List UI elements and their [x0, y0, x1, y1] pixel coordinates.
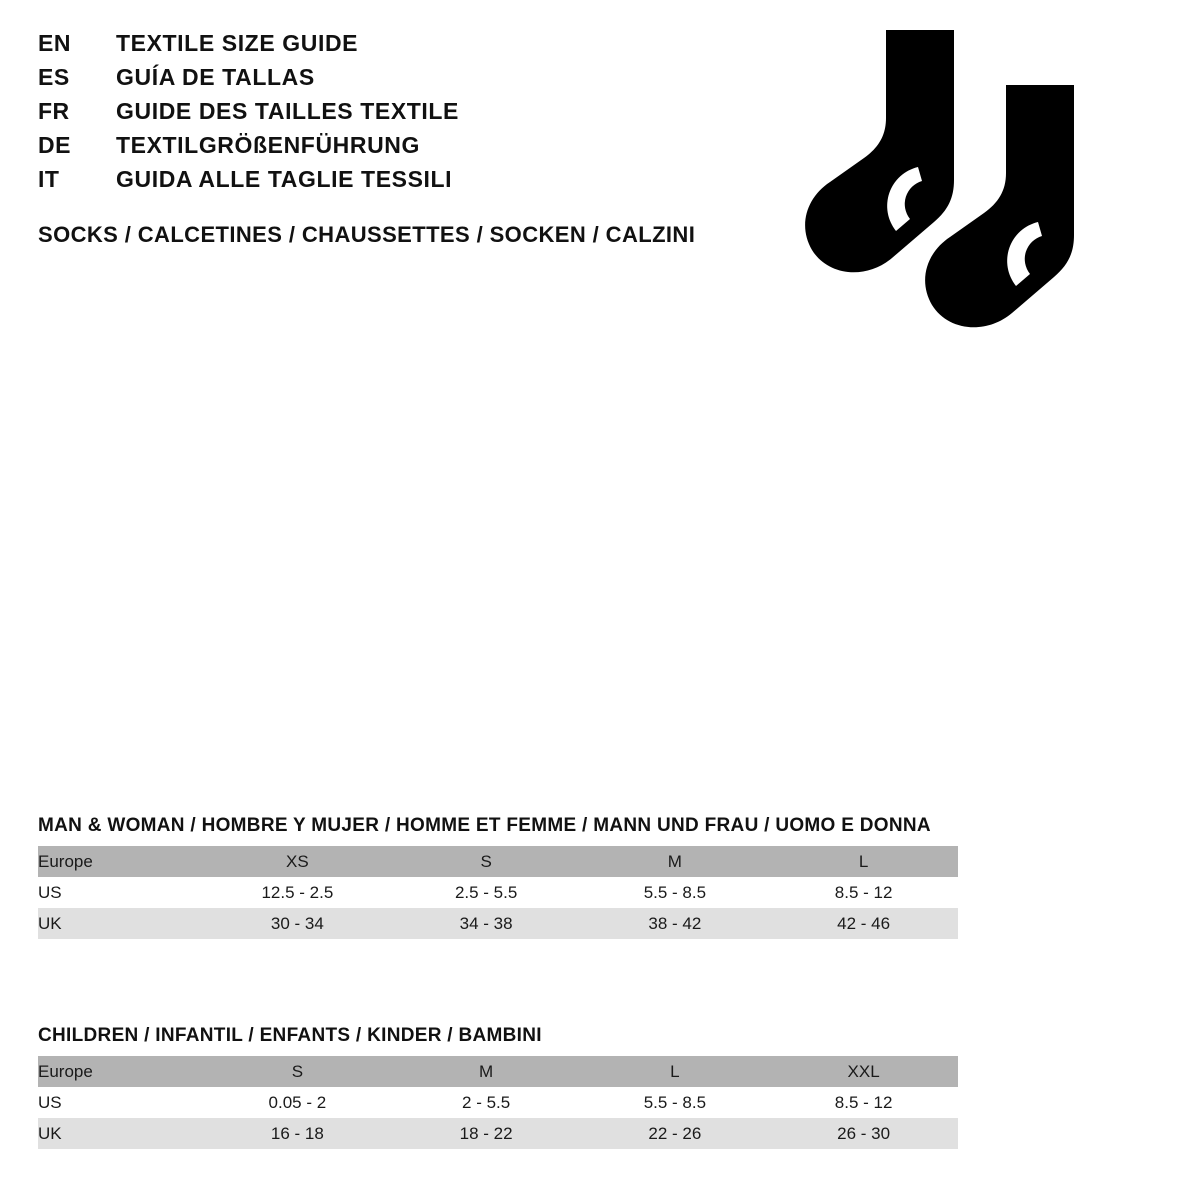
adults-uk-value-3: 38 - 42	[581, 908, 770, 939]
children-uk-value-2: 18 - 22	[392, 1118, 581, 1149]
language-row-it	[38, 166, 459, 200]
language-title-fr: GUIDE DES TAILLES TEXTILE	[116, 98, 459, 124]
table-row	[38, 908, 958, 939]
children-uk-label: UK	[38, 1118, 203, 1149]
adults-size-table	[38, 846, 958, 939]
adults-us-value-3: 5.5 - 8.5	[581, 877, 770, 908]
adults-section-title: MAN & WOMAN / HOMBRE Y MUJER / HOMME ET FEMME / MANN UND FRAU / UOMO E DONNA	[38, 815, 931, 836]
adults-header-size-3: M	[581, 846, 770, 877]
language-row-fr	[38, 98, 459, 132]
table-row	[38, 1056, 958, 1087]
language-code-de: DE	[38, 132, 71, 158]
children-uk-value-1: 16 - 18	[203, 1118, 392, 1149]
adults-us-value-1: 12.5 - 2.5	[203, 877, 392, 908]
adults-uk-value-2: 34 - 38	[392, 908, 581, 939]
adults-uk-label: UK	[38, 908, 203, 939]
language-title-de: TEXTILGRÖßENFÜHRUNG	[116, 132, 420, 158]
product-category-title: SOCKS / CALCETINES / CHAUSSETTES / SOCKEN / CALZINI	[38, 222, 696, 247]
table-row	[38, 1118, 958, 1149]
adults-header-size-4: L	[769, 846, 958, 877]
children-us-value-1: 0.05 - 2	[203, 1087, 392, 1118]
children-uk-value-4: 26 - 30	[769, 1118, 958, 1149]
children-size-section	[38, 1025, 958, 1149]
language-code-es: ES	[38, 64, 70, 90]
table-row	[38, 846, 958, 877]
adults-header-label: Europe	[38, 846, 203, 877]
table-row	[38, 1087, 958, 1118]
children-us-value-2: 2 - 5.5	[392, 1087, 581, 1118]
language-code-en: EN	[38, 30, 71, 56]
table-row	[38, 877, 958, 908]
language-row-de	[38, 132, 459, 166]
adults-size-section	[38, 815, 958, 939]
language-title-it: GUIDA ALLE TAGLIE TESSILI	[116, 166, 453, 192]
adults-header-size-2: S	[392, 846, 581, 877]
socks-pair-icon	[800, 25, 1140, 355]
children-uk-value-3: 22 - 26	[581, 1118, 770, 1149]
children-size-table	[38, 1056, 958, 1149]
children-header-size-3: L	[581, 1056, 770, 1087]
adults-uk-value-1: 30 - 34	[203, 908, 392, 939]
adults-header-size-1: XS	[203, 846, 392, 877]
language-list	[38, 30, 459, 200]
children-us-value-4: 8.5 - 12	[769, 1087, 958, 1118]
language-code-fr: FR	[38, 98, 70, 124]
language-title-en: TEXTILE SIZE GUIDE	[116, 30, 359, 56]
language-title-es: GUÍA DE TALLAS	[116, 64, 315, 90]
adults-us-value-2: 2.5 - 5.5	[392, 877, 581, 908]
children-section-title: CHILDREN / INFANTIL / ENFANTS / KINDER / BAMBINI	[38, 1025, 542, 1046]
language-row-en	[38, 30, 459, 64]
children-header-label: Europe	[38, 1056, 203, 1087]
language-row-es	[38, 64, 459, 98]
adults-us-value-4: 8.5 - 12	[769, 877, 958, 908]
children-header-size-2: M	[392, 1056, 581, 1087]
language-code-it: IT	[38, 166, 60, 192]
adults-uk-value-4: 42 - 46	[769, 908, 958, 939]
adults-us-label: US	[38, 877, 203, 908]
children-header-size-4: XXL	[769, 1056, 958, 1087]
children-header-size-1: S	[203, 1056, 392, 1087]
children-us-label: US	[38, 1087, 203, 1118]
children-us-value-3: 5.5 - 8.5	[581, 1087, 770, 1118]
